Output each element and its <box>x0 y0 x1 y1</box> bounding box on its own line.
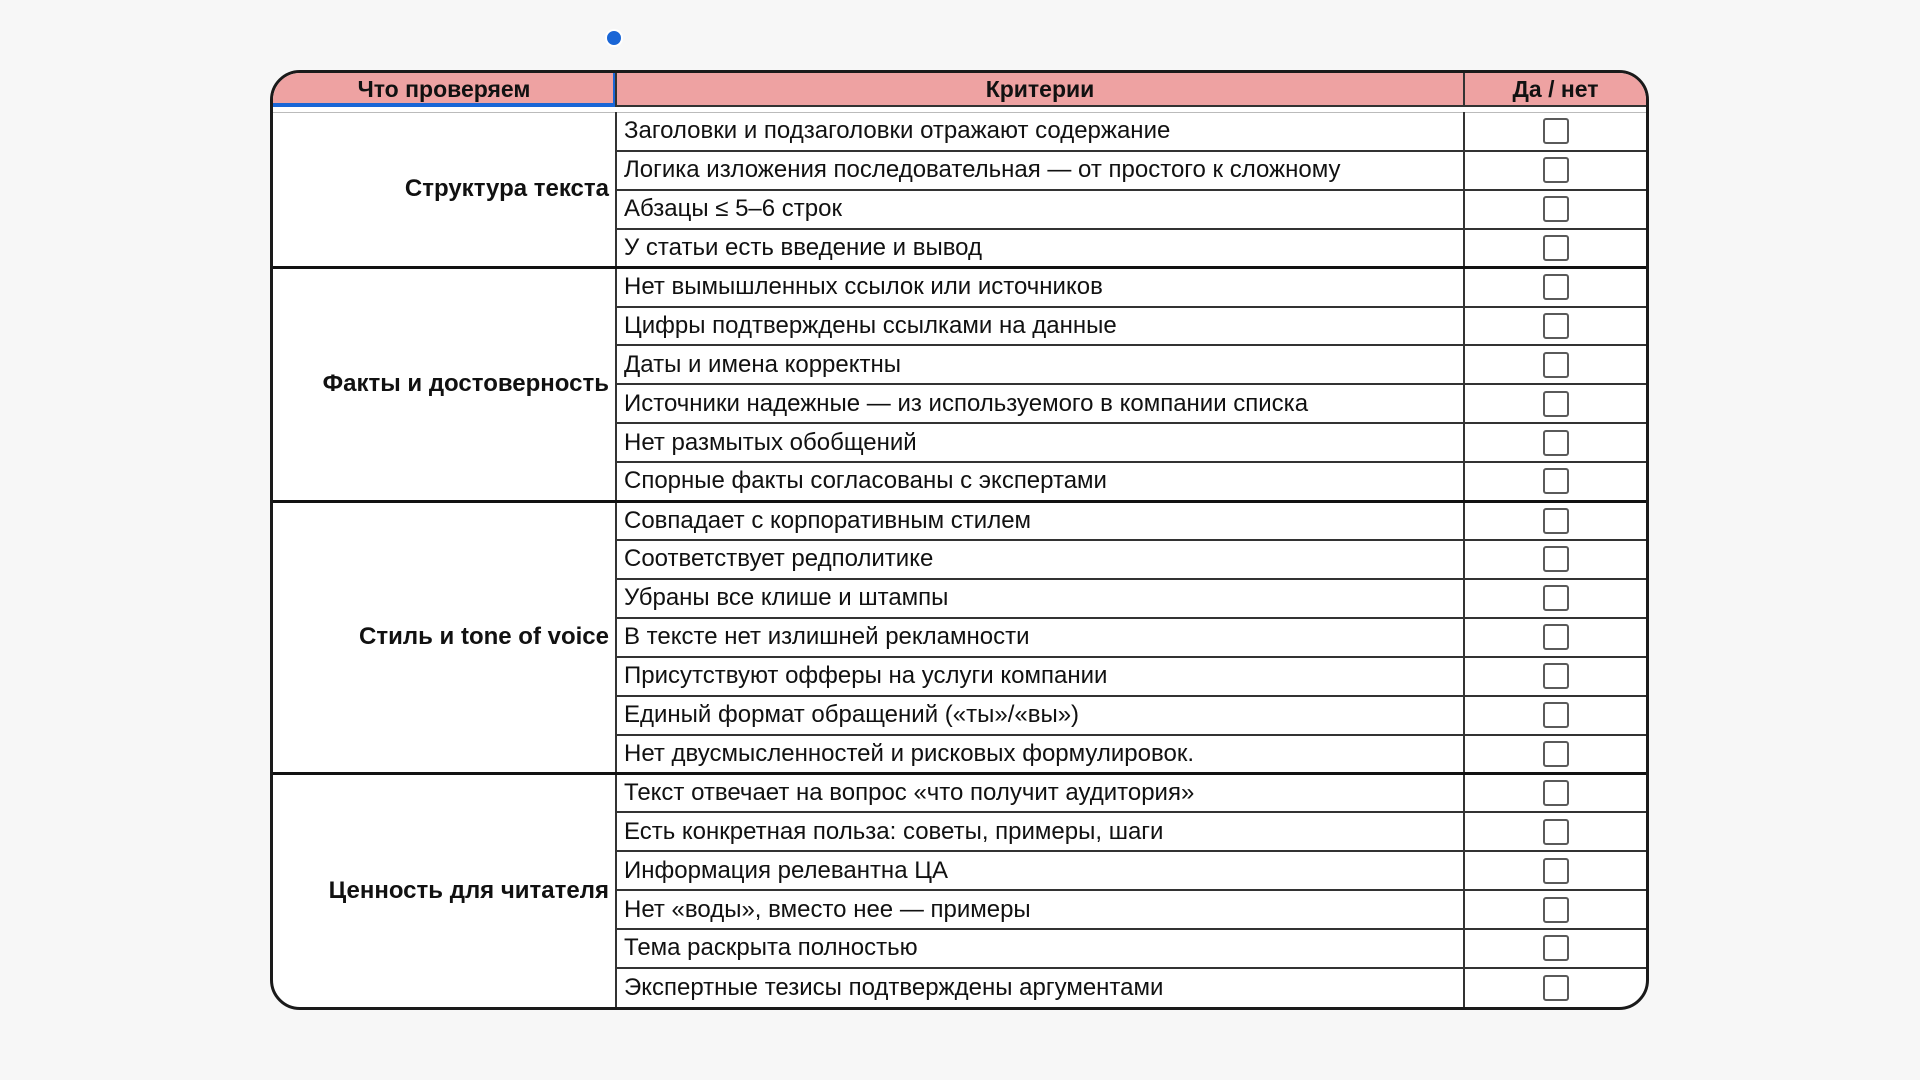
checkbox[interactable] <box>1543 468 1569 494</box>
criterion-cell[interactable]: Единый формат обращений («ты»/«вы») <box>616 696 1464 735</box>
checkbox-cell <box>1464 968 1646 1007</box>
checkbox-cell <box>1464 929 1646 968</box>
checkbox[interactable] <box>1543 780 1569 806</box>
criterion-cell[interactable]: В тексте нет излишней рекламности <box>616 618 1464 657</box>
criterion-cell[interactable]: Соответствует редполитике <box>616 540 1464 579</box>
criterion-cell[interactable]: Присутствуют офферы на услуги компании <box>616 657 1464 696</box>
checkbox-cell <box>1464 812 1646 851</box>
checkbox[interactable] <box>1543 819 1569 845</box>
checkbox-cell <box>1464 151 1646 190</box>
criterion-cell[interactable]: Нет двусмысленностей и рисковых формулировок. <box>616 735 1464 774</box>
checkbox[interactable] <box>1543 508 1569 534</box>
checkbox[interactable] <box>1543 235 1569 261</box>
header-criteria[interactable]: Критерии <box>616 73 1464 106</box>
criterion-cell[interactable]: Тема раскрыта полностью <box>616 929 1464 968</box>
checkbox-cell <box>1464 618 1646 657</box>
checkbox-cell <box>1464 345 1646 384</box>
group-title[interactable]: Стиль и tone of voice <box>273 501 616 773</box>
checkbox[interactable] <box>1543 975 1569 1001</box>
checkbox[interactable] <box>1543 274 1569 300</box>
checkbox[interactable] <box>1543 196 1569 222</box>
checkbox-cell <box>1464 735 1646 774</box>
checkbox[interactable] <box>1543 624 1569 650</box>
table-row <box>273 268 1646 307</box>
criterion-cell[interactable]: Источники надежные — из используемого в компании списка <box>616 384 1464 423</box>
table-row <box>273 773 1646 812</box>
criterion-cell[interactable]: Заголовки и подзаголовки отражают содержание <box>616 112 1464 151</box>
checkbox-cell <box>1464 384 1646 423</box>
checkbox-cell <box>1464 268 1646 307</box>
checkbox-cell <box>1464 423 1646 462</box>
header-what-we-check[interactable]: Что проверяем <box>273 73 616 106</box>
checkbox[interactable] <box>1543 546 1569 572</box>
criterion-cell[interactable]: Логика изложения последовательная — от простого к сложному <box>616 151 1464 190</box>
checkbox-cell <box>1464 229 1646 268</box>
checkbox[interactable] <box>1543 313 1569 339</box>
selection-handle[interactable] <box>605 29 623 47</box>
checkbox-cell <box>1464 579 1646 618</box>
checkbox-cell <box>1464 462 1646 501</box>
criterion-cell[interactable]: Нет размытых обобщений <box>616 423 1464 462</box>
criterion-cell[interactable]: Экспертные тезисы подтверждены аргументами <box>616 968 1464 1007</box>
checkbox[interactable] <box>1543 935 1569 961</box>
checkbox-cell <box>1464 773 1646 812</box>
checkbox-cell <box>1464 501 1646 540</box>
header-row <box>273 73 1646 106</box>
checkbox-cell <box>1464 540 1646 579</box>
checklist-table <box>273 73 1646 1007</box>
checkbox[interactable] <box>1543 858 1569 884</box>
checkbox-cell <box>1464 890 1646 929</box>
criterion-cell[interactable]: Нет «воды», вместо нее — примеры <box>616 890 1464 929</box>
checkbox-cell <box>1464 851 1646 890</box>
criterion-cell[interactable]: Нет вымышленных ссылок или источников <box>616 268 1464 307</box>
checkbox[interactable] <box>1543 118 1569 144</box>
checkbox[interactable] <box>1543 702 1569 728</box>
checkbox[interactable] <box>1543 897 1569 923</box>
checkbox-cell <box>1464 190 1646 229</box>
checkbox[interactable] <box>1543 663 1569 689</box>
checkbox-cell <box>1464 112 1646 151</box>
group-title[interactable]: Структура текста <box>273 112 616 268</box>
criterion-cell[interactable]: Совпадает с корпоративным стилем <box>616 501 1464 540</box>
criterion-cell[interactable]: Есть конкретная польза: советы, примеры, шаги <box>616 812 1464 851</box>
checkbox[interactable] <box>1543 741 1569 767</box>
checklist-body <box>273 112 1646 1007</box>
group-title[interactable]: Ценность для читателя <box>273 773 616 1007</box>
checkbox-cell <box>1464 307 1646 346</box>
checkbox-cell <box>1464 657 1646 696</box>
criterion-cell[interactable]: Информация релевантна ЦА <box>616 851 1464 890</box>
checkbox[interactable] <box>1543 352 1569 378</box>
criterion-cell[interactable]: Абзацы ≤ 5–6 строк <box>616 190 1464 229</box>
header-yes-no[interactable]: Да / нет <box>1464 73 1646 106</box>
checklist-sheet <box>270 70 1649 1010</box>
checkbox[interactable] <box>1543 430 1569 456</box>
checkbox[interactable] <box>1543 585 1569 611</box>
criterion-cell[interactable]: Текст отвечает на вопрос «что получит аудитория» <box>616 773 1464 812</box>
criterion-cell[interactable]: Спорные факты согласованы с экспертами <box>616 462 1464 501</box>
checkbox[interactable] <box>1543 391 1569 417</box>
table-row <box>273 112 1646 151</box>
criterion-cell[interactable]: Цифры подтверждены ссылками на данные <box>616 307 1464 346</box>
criterion-cell[interactable]: У статьи есть введение и вывод <box>616 229 1464 268</box>
table-row <box>273 501 1646 540</box>
group-title[interactable]: Факты и достоверность <box>273 268 616 501</box>
checkbox[interactable] <box>1543 157 1569 183</box>
criterion-cell[interactable]: Убраны все клише и штампы <box>616 579 1464 618</box>
criterion-cell[interactable]: Даты и имена корректны <box>616 345 1464 384</box>
checkbox-cell <box>1464 696 1646 735</box>
